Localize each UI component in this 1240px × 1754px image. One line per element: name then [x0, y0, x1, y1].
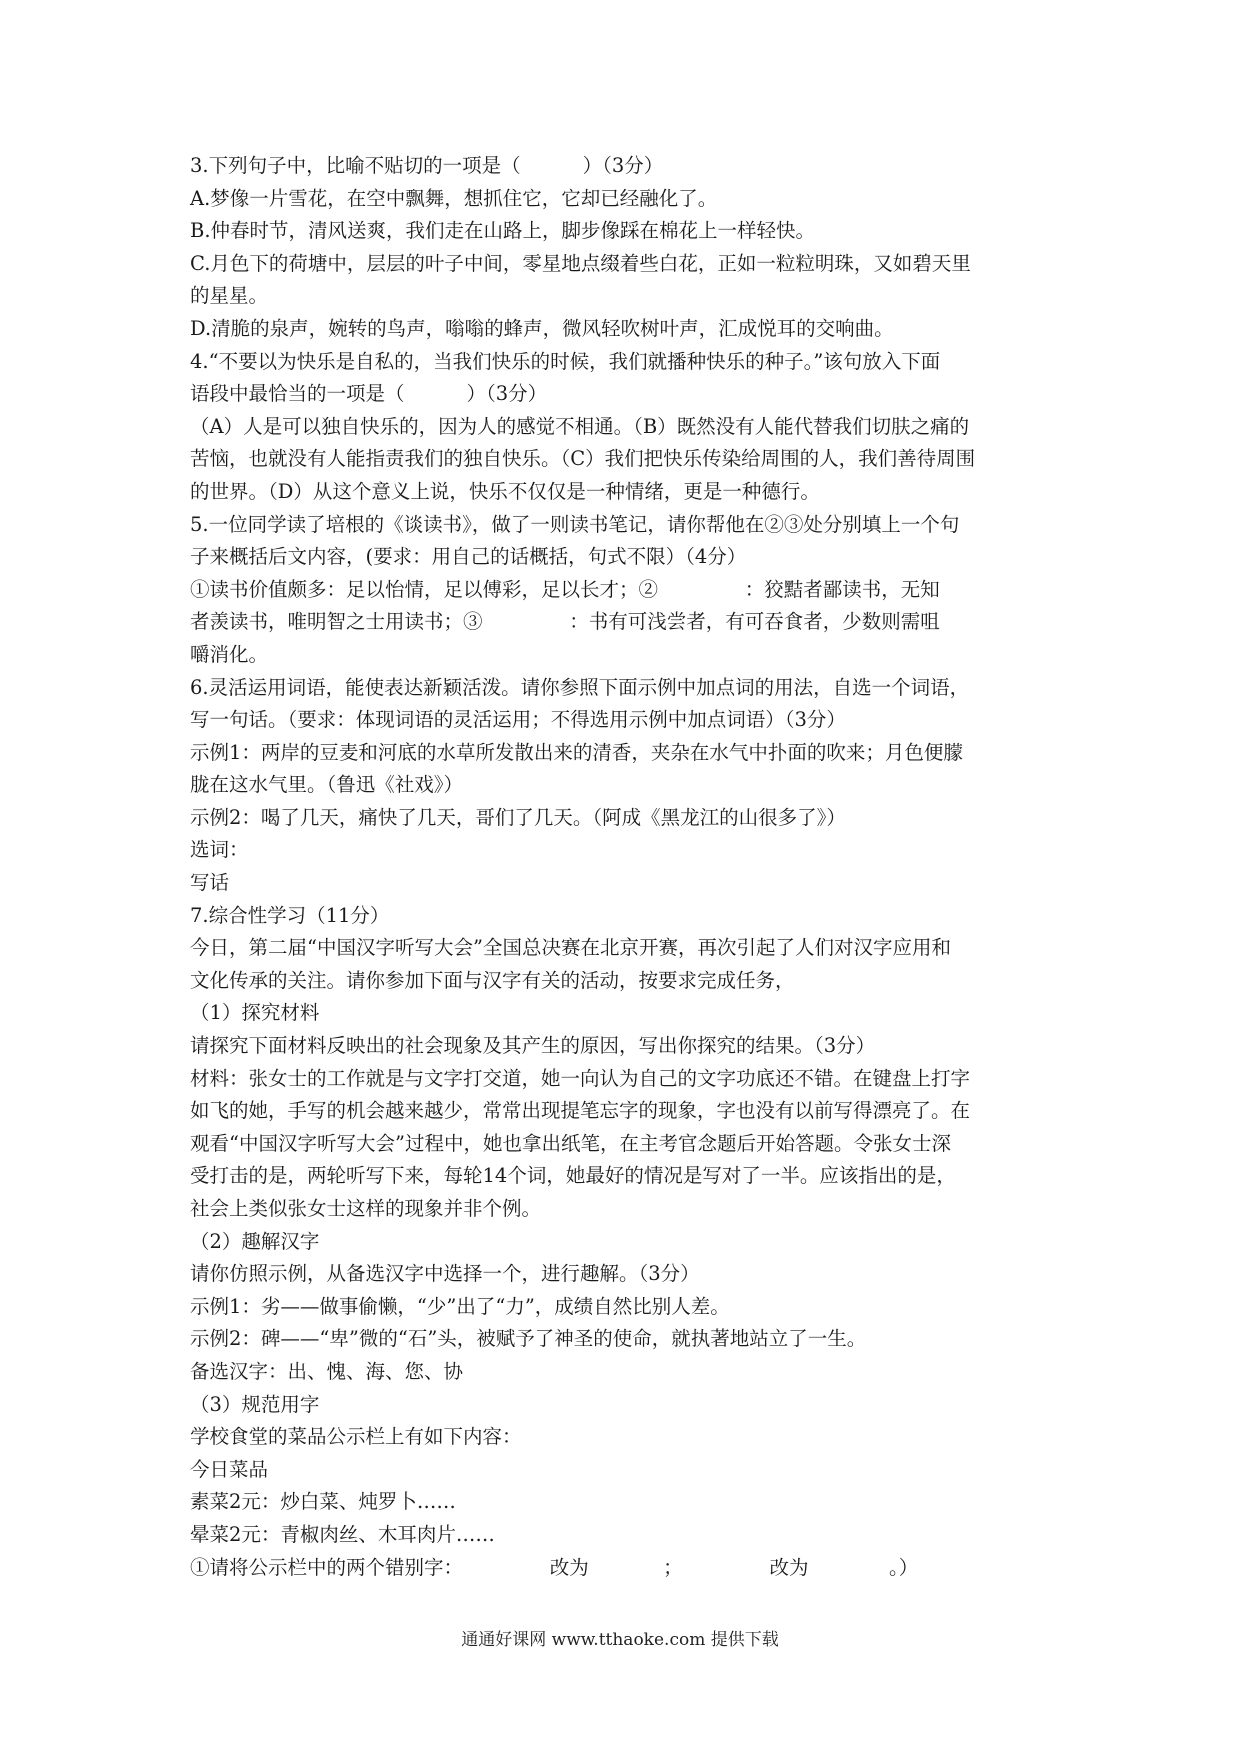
text-line: B.仲春时节，清风送爽，我们走在山路上，脚步像踩在棉花上一样轻快。: [190, 219, 816, 243]
text-line: 的星星。: [190, 284, 269, 308]
text-line: D.清脆的泉声，婉转的鸟声，嗡嗡的蜂声，微风轻吹树叶声，汇成悦耳的交响曲。: [190, 316, 894, 340]
text-line: （1）探究材料: [190, 1001, 320, 1025]
text-line: 如飞的她，手写的机会越来越少，常常出现提笔忘字的现象，字也没有以前写得漂亮了。在: [190, 1099, 971, 1123]
page-footer: 通通好课网 www.tthaoke.com 提供下载: [461, 1630, 779, 1650]
text-line: 社会上类似张女士这样的现象并非个例。: [190, 1197, 542, 1220]
text-line: 今日菜品: [190, 1457, 269, 1481]
text-line: 语段中最恰当的一项是（ ）（3分）: [190, 382, 548, 406]
text-line: 苦恼，也就没有人能指责我们的独自快乐。（C）我们把快乐传染给周围的人，我们善待周围: [190, 447, 976, 471]
document-body: [190, 150, 1060, 1584]
text-line: 素菜2元：炒白菜、炖罗卜……: [190, 1490, 456, 1514]
text-line: （3）规范用字: [190, 1392, 320, 1416]
text-line: 4.“不要以为快乐是自私的，当我们快乐的时候，我们就播种快乐的种子。”该句放入下面: [190, 349, 941, 373]
text-line: 学校食堂的菜品公示栏上有如下内容：: [190, 1425, 522, 1449]
text-line: 嚼消化。: [190, 642, 269, 666]
text-line: 请你仿照示例，从备选汉字中选择一个，进行趣解。（3分）: [190, 1262, 700, 1286]
text-line: 6.灵活运用词语，能使表达新颖活泼。请你参照下面示例中加点词的用法，自选一个词语，: [190, 675, 970, 699]
text-line: ①请将公示栏中的两个错别字： 改为 ； 改为 。）: [190, 1555, 919, 1579]
text-line: 受打击的是，两轮听写下来，每轮14个词，她最好的情况是写对了一半。应该指出的是，: [190, 1164, 956, 1188]
text-line: 材料：张女士的工作就是与文字打交道，她一向认为自己的文字功底还不错。在键盘上打字: [190, 1066, 971, 1090]
text-line: A.梦像一片雪花，在空中飘舞，想抓住它，它却已经融化了。: [190, 186, 718, 210]
text-line: 写话: [190, 871, 230, 895]
text-line: 示例1：劣——做事偷懒，“少”出了“力”，成绩自然比别人差。: [190, 1294, 730, 1318]
text-line: 的世界。（D）从这个意义上说，快乐不仅仅是一种情绪，更是一种德行。: [190, 479, 820, 503]
text-line: 示例1：两岸的豆麦和河底的水草所发散出来的清香，夹杂在水气中扑面的吹来；月色便朦: [190, 740, 963, 764]
text-line: ①读书价值颇多：足以怡情，足以傅彩，足以长才；② ：狡黠者鄙读书，无知: [190, 577, 940, 601]
text-line: 选词：: [190, 838, 249, 862]
text-line: 请探究下面材料反映出的社会现象及其产生的原因，写出你探究的结果。（3分）: [190, 1034, 876, 1058]
text-line: 者羡读书，唯明智之士用读书；③ ：书有可浅尝者，有可吞食者，少数则需咀: [190, 610, 940, 634]
text-line: 晕菜2元：青椒肉丝、木耳肉片……: [190, 1522, 495, 1546]
text-line: 子来概括后文内容，(要求：用自己的话概括，句式不限）（4分）: [190, 545, 747, 569]
text-line: 示例2：喝了几天，痛快了几天，哥们了几天。（阿成《黑龙江的山很多了》）: [190, 805, 846, 829]
text-line: （A）人是可以独自快乐的，因为人的感觉不相通。（B）既然没有人能代替我们切肤之痛的: [190, 414, 970, 438]
text-line: 文化传承的关注。请你参加下面与汉字有关的活动，按要求完成任务，: [190, 968, 795, 992]
text-line: C.月色下的荷塘中，层层的叶子中间，零星地点缀着些白花，正如一粒粒明珠，又如碧天里: [190, 251, 971, 275]
text-line: 3.下列句子中，比喻不贴切的一项是（ ）（3分）: [190, 154, 664, 177]
text-line: 今日，第二届“中国汉字听写大会”全国总决赛在北京开赛，再次引起了人们对汉字应用和: [190, 936, 951, 960]
text-line: 示例2：碑——“卑”微的“石”头，被赋予了神圣的使命，就执著地站立了一生。: [190, 1327, 867, 1351]
text-line: 胧在这水气里。（鲁迅《社戏》）: [190, 773, 464, 797]
text-line: 备选汉字：出、愧、海、您、协: [190, 1359, 464, 1383]
text-line: 观看“中国汉字听写大会”过程中，她也拿出纸笔，在主考官念题后开始答题。令张女士深: [190, 1131, 951, 1155]
text-line: 5.一位同学读了培根的《谈读书》，做了一则读书笔记，请你帮他在②③处分别填上一个句: [190, 512, 960, 536]
text-line: 7.综合性学习（11分）: [190, 903, 390, 927]
text-line: 写一句话。（要求：体现词语的灵活运用；不得选用示例中加点词语）（3分）: [190, 708, 846, 732]
text-line: （2）趣解汉字: [190, 1229, 320, 1253]
